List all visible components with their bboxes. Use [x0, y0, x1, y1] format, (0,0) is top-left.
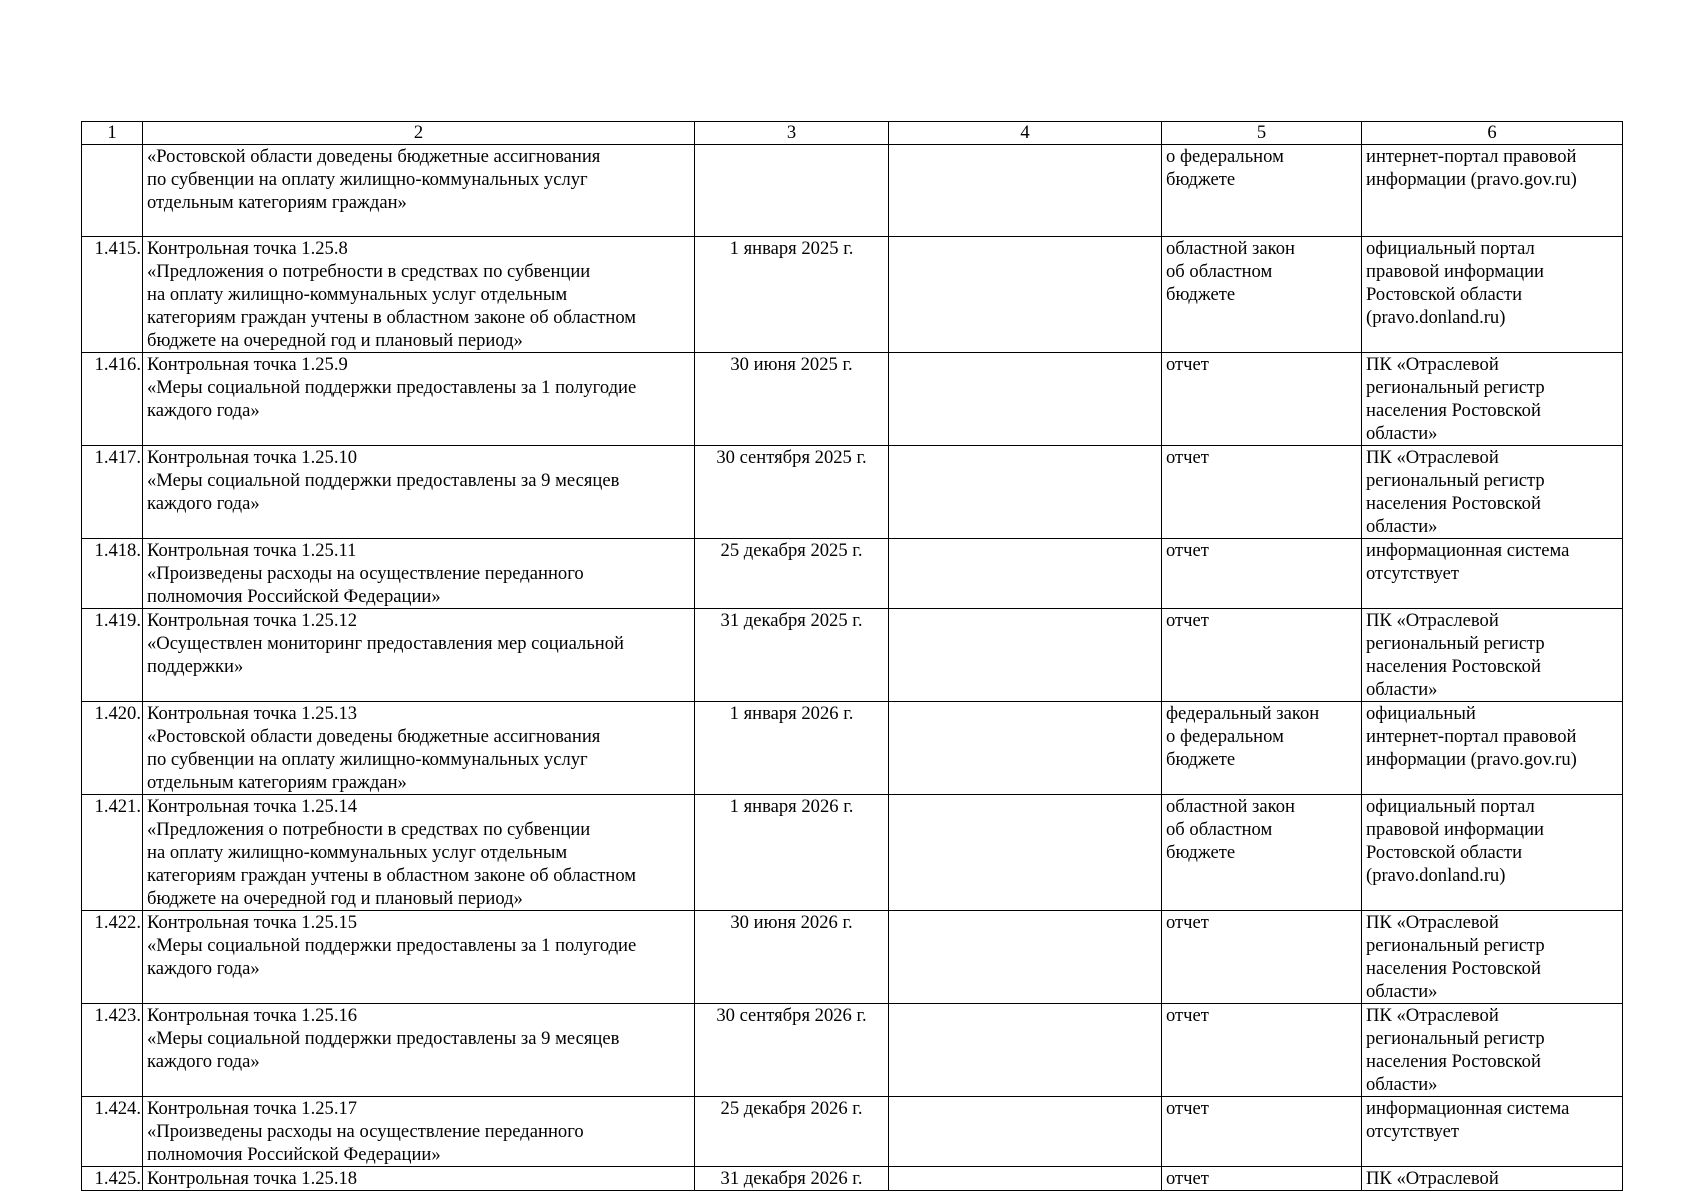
responsible-executor-cell — [889, 609, 1162, 702]
description-line: Контрольная точка 1.25.17 — [147, 1098, 358, 1119]
information-system-line: (pravo.donland.ru) — [1366, 865, 1506, 886]
information-system-line: Ростовской области — [1366, 842, 1523, 863]
deadline-date: 1 января 2026 г. — [695, 795, 889, 911]
table-row — [82, 539, 1623, 609]
information-system-line: населения Ростовской — [1366, 400, 1541, 421]
information-system-line: ПК «Отраслевой — [1366, 1168, 1499, 1189]
row-number: 1.419. — [82, 609, 143, 702]
description-line: Контрольная точка 1.25.10 — [147, 447, 358, 468]
responsible-executor-cell — [889, 446, 1162, 539]
information-system-line: ПК «Отраслевой — [1366, 447, 1499, 468]
document-type-line: отчет — [1166, 1168, 1209, 1189]
description-line: отдельным категориям граждан» — [147, 192, 407, 213]
description-line: Контрольная точка 1.25.18 — [147, 1168, 358, 1189]
document-type-line: отчет — [1166, 610, 1209, 631]
document-type — [1162, 1167, 1362, 1191]
document-type-line: отчет — [1166, 540, 1209, 561]
document-type — [1162, 1004, 1362, 1097]
description-line: «Предложения о потребности в средствах по субвенции — [147, 819, 591, 840]
information-system-line: региональный регистр — [1366, 377, 1545, 398]
deadline-date: 1 января 2025 г. — [695, 237, 889, 353]
document-type — [1162, 353, 1362, 446]
document-type-line: отчет — [1166, 1098, 1209, 1119]
description-line: «Меры социальной поддержки предоставлены за 9 месяцев — [147, 470, 620, 491]
description-line: «Осуществлен мониторинг предоставления мер социальной — [147, 633, 625, 654]
column-header: 6 — [1362, 122, 1623, 145]
document-type — [1162, 539, 1362, 609]
document-type-line: областной закон — [1166, 796, 1295, 817]
information-system-line: отсутствует — [1366, 1121, 1460, 1142]
information-system-line: населения Ростовской — [1366, 1051, 1541, 1072]
description-line: «Меры социальной поддержки предоставлены за 1 полугодие — [147, 377, 637, 398]
document-type-line: отчет — [1166, 912, 1209, 933]
information-system-line: ПК «Отраслевой — [1366, 610, 1499, 631]
table-body — [82, 145, 1623, 1191]
document-type-line: о федеральном — [1166, 146, 1284, 167]
information-system — [1362, 911, 1623, 1004]
information-system-line: интернет-портал правовой — [1366, 146, 1577, 167]
document-type-line: бюджете — [1166, 842, 1236, 863]
description-line: «Произведены расходы на осуществление переданного — [147, 563, 584, 584]
document-type-line: об областном — [1166, 261, 1273, 282]
information-system-line: официальный портал — [1366, 238, 1535, 259]
document-type — [1162, 911, 1362, 1004]
responsible-executor-cell — [889, 145, 1162, 237]
information-system-line: региональный регистр — [1366, 470, 1545, 491]
description-line: Контрольная точка 1.25.11 — [147, 540, 357, 561]
document-type — [1162, 702, 1362, 795]
description-line: каждого года» — [147, 493, 260, 514]
row-number: 1.418. — [82, 539, 143, 609]
table-row — [82, 1167, 1623, 1191]
column-header: 3 — [695, 122, 889, 145]
deadline-date: 25 декабря 2025 г. — [695, 539, 889, 609]
information-system — [1362, 702, 1623, 795]
responsible-executor-cell — [889, 353, 1162, 446]
responsible-executor-cell — [889, 702, 1162, 795]
responsible-executor-cell — [889, 795, 1162, 911]
control-point-description — [143, 1004, 695, 1097]
responsible-executor-cell — [889, 237, 1162, 353]
document-type-line: отчет — [1166, 354, 1209, 375]
document-type-line: отчет — [1166, 1005, 1209, 1026]
information-system — [1362, 1097, 1623, 1167]
description-line: Контрольная точка 1.25.14 — [147, 796, 358, 817]
control-point-description — [143, 1097, 695, 1167]
information-system-line: информации (pravo.gov.ru) — [1366, 169, 1577, 190]
information-system-line: населения Ростовской — [1366, 656, 1541, 677]
table-row — [82, 446, 1623, 539]
row-number: 1.416. — [82, 353, 143, 446]
description-line: по субвенции на оплату жилищно-коммунальных услуг — [147, 169, 588, 190]
description-line: бюджете на очередной год и плановый период» — [147, 888, 523, 909]
description-line: категориям граждан учтены в областном законе об областном — [147, 865, 637, 886]
table-row — [82, 237, 1623, 353]
description-line: отдельным категориям граждан» — [147, 772, 407, 793]
description-line: каждого года» — [147, 400, 260, 421]
control-point-description — [143, 702, 695, 795]
document-type-line: отчет — [1166, 447, 1209, 468]
description-line: «Ростовской области доведены бюджетные ассигнования — [147, 726, 601, 747]
description-line: «Ростовской области доведены бюджетные ассигнования — [147, 146, 601, 167]
description-line: Контрольная точка 1.25.16 — [147, 1005, 358, 1026]
information-system-line: правовой информации — [1366, 261, 1545, 282]
column-header: 1 — [82, 122, 143, 145]
information-system-line: отсутствует — [1366, 563, 1460, 584]
control-point-description — [143, 539, 695, 609]
information-system-line: населения Ростовской — [1366, 493, 1541, 514]
description-line: полномочия Российской Федерации» — [147, 1144, 441, 1165]
description-line: Контрольная точка 1.25.9 — [147, 354, 348, 375]
information-system — [1362, 1167, 1623, 1191]
information-system-line: области» — [1366, 516, 1438, 537]
row-number: 1.425. — [82, 1167, 143, 1191]
control-points-table — [81, 121, 1623, 1191]
deadline-date: 31 декабря 2025 г. — [695, 609, 889, 702]
responsible-executor-cell — [889, 539, 1162, 609]
row-number — [82, 145, 143, 237]
control-point-description — [143, 353, 695, 446]
table-row — [82, 1004, 1623, 1097]
description-line: Контрольная точка 1.25.13 — [147, 703, 358, 724]
information-system — [1362, 609, 1623, 702]
table-row — [82, 145, 1623, 237]
information-system-line: (pravo.donland.ru) — [1366, 307, 1506, 328]
deadline-date: 25 декабря 2026 г. — [695, 1097, 889, 1167]
information-system-line: региональный регистр — [1366, 633, 1545, 654]
information-system-line: официальный — [1366, 703, 1476, 724]
deadline-date — [695, 145, 889, 237]
column-header: 5 — [1162, 122, 1362, 145]
responsible-executor-cell — [889, 1097, 1162, 1167]
row-number: 1.420. — [82, 702, 143, 795]
document-type — [1162, 1097, 1362, 1167]
information-system — [1362, 145, 1623, 237]
information-system-line: области» — [1366, 981, 1438, 1002]
control-point-description — [143, 237, 695, 353]
information-system-line: правовой информации — [1366, 819, 1545, 840]
document-type-line: бюджете — [1166, 284, 1236, 305]
control-point-description — [143, 1167, 695, 1191]
control-point-description — [143, 446, 695, 539]
deadline-date: 30 июня 2025 г. — [695, 353, 889, 446]
description-line: каждого года» — [147, 958, 260, 979]
information-system-line: области» — [1366, 679, 1438, 700]
document-type-line: областной закон — [1166, 238, 1295, 259]
information-system-line: региональный регистр — [1366, 1028, 1545, 1049]
table-row — [82, 1097, 1623, 1167]
responsible-executor-cell — [889, 1167, 1162, 1191]
description-line: по субвенции на оплату жилищно-коммунальных услуг — [147, 749, 588, 770]
information-system — [1362, 446, 1623, 539]
information-system — [1362, 1004, 1623, 1097]
description-line: «Меры социальной поддержки предоставлены за 1 полугодие — [147, 935, 637, 956]
description-line: категориям граждан учтены в областном законе об областном — [147, 307, 637, 328]
row-number: 1.424. — [82, 1097, 143, 1167]
document-type — [1162, 237, 1362, 353]
information-system — [1362, 539, 1623, 609]
document-type-line: бюджете — [1166, 169, 1236, 190]
description-line: Контрольная точка 1.25.8 — [147, 238, 348, 259]
description-line: поддержки» — [147, 656, 244, 677]
row-number: 1.422. — [82, 911, 143, 1004]
column-header: 2 — [143, 122, 695, 145]
column-number-header-row — [82, 122, 1623, 145]
description-line: «Меры социальной поддержки предоставлены за 9 месяцев — [147, 1028, 620, 1049]
document-type — [1162, 145, 1362, 237]
description-line: «Произведены расходы на осуществление переданного — [147, 1121, 584, 1142]
description-line: полномочия Российской Федерации» — [147, 586, 441, 607]
document-type — [1162, 609, 1362, 702]
table-row — [82, 353, 1623, 446]
column-header: 4 — [889, 122, 1162, 145]
description-line: Контрольная точка 1.25.12 — [147, 610, 358, 631]
deadline-date: 30 сентября 2025 г. — [695, 446, 889, 539]
description-line: на оплату жилищно-коммунальных услуг отдельным — [147, 842, 568, 863]
information-system-line: информации (pravo.gov.ru) — [1366, 749, 1577, 770]
document-type-line: о федеральном — [1166, 726, 1284, 747]
control-point-description — [143, 795, 695, 911]
deadline-date: 1 января 2026 г. — [695, 702, 889, 795]
table-row — [82, 609, 1623, 702]
document-type — [1162, 795, 1362, 911]
information-system-line: области» — [1366, 423, 1438, 444]
information-system — [1362, 795, 1623, 911]
table-row — [82, 795, 1623, 911]
information-system — [1362, 353, 1623, 446]
description-line: Контрольная точка 1.25.15 — [147, 912, 358, 933]
description-line: на оплату жилищно-коммунальных услуг отдельным — [147, 284, 568, 305]
description-line: бюджете на очередной год и плановый период» — [147, 330, 523, 351]
information-system-line: ПК «Отраслевой — [1366, 912, 1499, 933]
document-type-line: федеральный закон — [1166, 703, 1320, 724]
row-number: 1.423. — [82, 1004, 143, 1097]
information-system-line: Ростовской области — [1366, 284, 1523, 305]
table-row — [82, 702, 1623, 795]
table-row — [82, 911, 1623, 1004]
control-point-description — [143, 145, 695, 237]
deadline-date: 30 июня 2026 г. — [695, 911, 889, 1004]
responsible-executor-cell — [889, 911, 1162, 1004]
information-system-line: населения Ростовской — [1366, 958, 1541, 979]
information-system-line: интернет-портал правовой — [1366, 726, 1577, 747]
information-system-line: ПК «Отраслевой — [1366, 354, 1499, 375]
information-system-line: официальный портал — [1366, 796, 1535, 817]
deadline-date: 31 декабря 2026 г. — [695, 1167, 889, 1191]
information-system-line: региональный регистр — [1366, 935, 1545, 956]
control-point-description — [143, 609, 695, 702]
description-line: каждого года» — [147, 1051, 260, 1072]
document-type — [1162, 446, 1362, 539]
deadline-date: 30 сентября 2026 г. — [695, 1004, 889, 1097]
row-number: 1.415. — [82, 237, 143, 353]
control-point-description — [143, 911, 695, 1004]
information-system-line: области» — [1366, 1074, 1438, 1095]
information-system-line: информационная система — [1366, 540, 1570, 561]
document-type-line: об областном — [1166, 819, 1273, 840]
information-system-line: ПК «Отраслевой — [1366, 1005, 1499, 1026]
information-system-line: информационная система — [1366, 1098, 1570, 1119]
row-number: 1.421. — [82, 795, 143, 911]
responsible-executor-cell — [889, 1004, 1162, 1097]
document-type-line: бюджете — [1166, 749, 1236, 770]
description-line: «Предложения о потребности в средствах по субвенции — [147, 261, 591, 282]
row-number: 1.417. — [82, 446, 143, 539]
information-system — [1362, 237, 1623, 353]
